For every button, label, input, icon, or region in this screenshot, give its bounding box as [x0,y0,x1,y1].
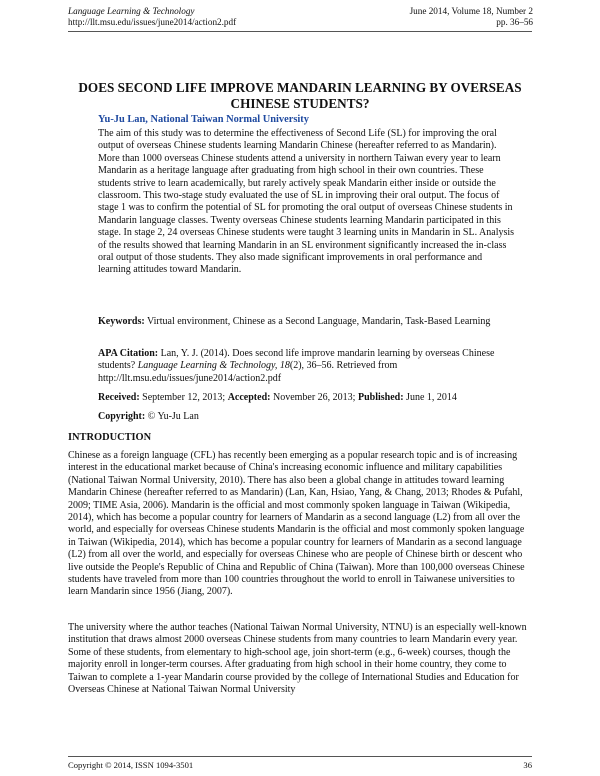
running-header-right [410,6,533,28]
intro-paragraph-1: Chinese as a foreign language (CFL) has recently been emerging as a popular research topic and is of increasing interest in the educational market because of China's increasing economic influence and military capabilities (National Taiwan Normal University, 2010). There has also been a global change in attitudes toward learning Mandarin Chinese (hereafter referred to as Mandarin) (Lan, Kan, Hsiao, Yang, & Chang, 2013; Rhodes & Pufahl, 2009; TIME Asia, 2006). Mandarin is the official and most commonly spoken language in Taiwan (Wikipedia, 2014), which has become a popular country for learners of Mandarin as a second language (L2) from all over the world, and especially for overseas Chinese students Mandarin is the official and most commonly spoken language in Taiwan (Wikipedia, 2014), which has become a popular country for learners of Mandarin as a second language (L2) from all over the world, and especially for overseas Chinese who are people of Chinese birth or descent who live outside the People's Republic of China and Republic of China (Taiwan). More than 100,000 overseas Chinese students have traveled from more than 100 countries throughout the world to enroll in Taiwanese universities to learn Mandarin since 1956 (Jiang, 2007). [68,450,525,598]
keywords-label: Keywords: [98,316,145,327]
accepted-date: November 26, 2013; [272,392,356,403]
section-heading-introduction: INTRODUCTION [68,432,152,443]
received-date: September 12, 2013; [142,392,226,403]
apa-citation [98,348,516,385]
received-label: Received: [98,392,140,403]
issue-info: June 2014, Volume 18, Number 2 [409,6,533,16]
published-label: Published: [357,392,404,403]
apa-rest: (2), 36–56. Retrieved from http://llt.msu.edu/issues/june2014/action2.pdf [98,360,398,384]
keywords-text: Virtual environment, Chinese as a Second Language, Mandarin, Task-Based Learning [147,316,491,327]
author-line: Yu-Ju Lan, National Taiwan Normal University [98,114,309,125]
journal-name: Language Learning & Technology [68,6,195,16]
apa-label: APA Citation: [98,348,159,359]
copyright-label: Copyright: [98,411,146,422]
running-header-left [68,6,236,28]
dates-line [98,392,516,404]
apa-journal: Language Learning & Technology, 18 [137,360,290,372]
keywords [98,316,516,328]
page-range: pp. 36–56 [496,17,533,27]
published-date: June 1, 2014 [406,392,457,403]
intro-paragraph-2: The university where the author teaches (National Taiwan Normal University, NTNU) is an especially well-known institution that draws almost 2000 overseas Chinese students from many countries to learn Mandarin every year. Some of these students, from elementary to high-school age, join short-term (e.g., 6-week) courses, though the majority enroll in longer-term courses. After graduating from high school in their home country, they come to Taiwan to complete a 1-year Mandarin course provided by the college of International Studies and Education for Overseas Chinese at National Taiwan Normal University [68,622,527,696]
article-url[interactable]: http://llt.msu.edu/issues/june2014/action2.pdf [68,17,237,27]
footer-rule [68,756,532,757]
header-rule [68,31,532,32]
article-title: DOES SECOND LIFE IMPROVE MANDARIN LEARNING BY OVERSEAS CHINESE STUDENTS? [78,80,522,111]
accepted-label: Accepted: [227,392,271,403]
copyright-line [98,411,516,423]
apa-text: Lan, Y. J. (2014). Does second life improve mandarin learning by overseas Chinese students? [98,348,495,372]
page-number: 36 [523,760,532,770]
copyright-holder: © Yu-Ju Lan [147,411,199,422]
footer-copyright: Copyright © 2014, ISSN 1094-3501 [68,760,194,770]
abstract: The aim of this study was to determine the effectiveness of Second Life (SL) for improving the oral output of overseas Chinese students learning Mandarin Chinese (hereafter referred to as Mandarin). More than 1000 overseas Chinese students attend a university in northern Taiwan every year to learn Mandarin as a heritage language after graduating from high school in their own countries. These students strive to learn academically, but rarely actively speak Mandarin either inside or outside the classroom. This two-stage study evaluated the use of SL in improving their oral output. The focus of stage 1 was to confirm the potential of SL for promoting the oral output of overseas Chinese students in Mandarin language classes. Twenty overseas Chinese students learning Mandarin participated in this stage. In stage 2, 24 overseas Chinese students were taught 3 learning units in Mandarin in SL. Analysis of the results showed that learning Mandarin in an SL environment significantly increased the in-class oral output of those students. They also made significant improvements in oral performance and learning attitudes toward Mandarin. [98,128,515,276]
